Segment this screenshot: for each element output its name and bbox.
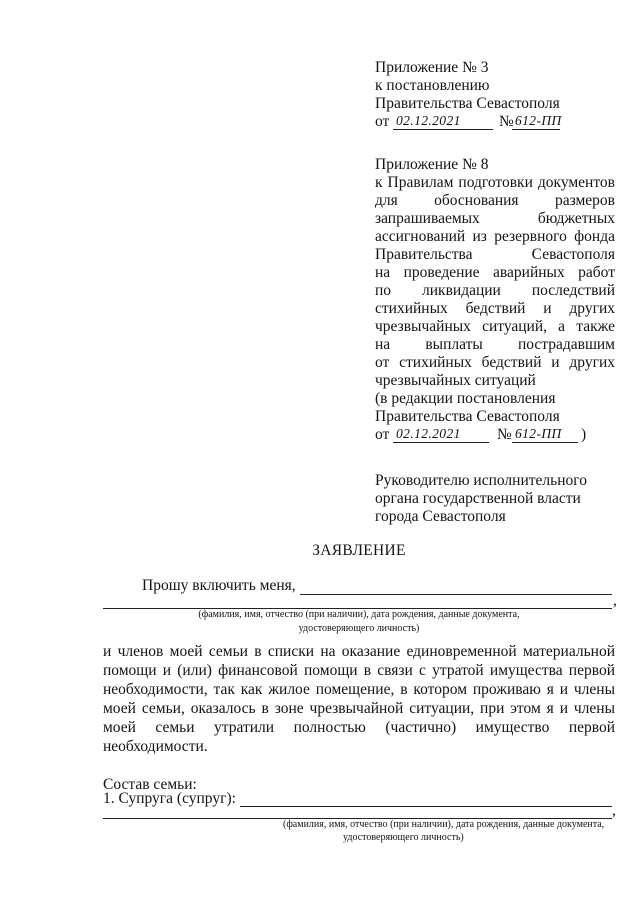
edition-date-field xyxy=(393,426,489,443)
applicant-name-blank xyxy=(300,578,612,595)
request-label: Прошу включить меня, xyxy=(142,577,296,594)
appendix-8-title: Приложение № 8 xyxy=(375,156,489,173)
edition-note-line: (в редакции постановления xyxy=(375,390,556,407)
addressee-line: города Севастополя xyxy=(375,508,506,525)
appendix-8-line: на проведение аварийных работ xyxy=(375,264,615,281)
closing-parenthesis: ) xyxy=(581,426,587,443)
appendix-8-line: чрезвычайных ситуаций, а также xyxy=(375,318,615,335)
date-prefix: от xyxy=(375,113,390,130)
applicant-line-comma: , xyxy=(613,592,617,609)
paragraph-line: и членов моей семьи в списки на оказание единовременной материальной xyxy=(103,643,615,660)
appendix-3-issuer: Правительства Севастополя xyxy=(375,95,560,112)
applicant-caption: удостоверяющего личность) xyxy=(298,623,420,634)
applicant-details-blank xyxy=(103,598,612,609)
spouse-line-comma: , xyxy=(612,802,616,819)
appendix-3-date-line xyxy=(375,113,615,131)
appendix-8-block xyxy=(375,156,615,444)
paragraph-line: необходимости. xyxy=(103,738,208,755)
resolution-number-field xyxy=(512,113,560,130)
appendix-3-block xyxy=(375,59,615,131)
number-sign: № xyxy=(499,113,514,130)
appendix-3-reference: к постановлению xyxy=(375,77,490,94)
paragraph-line: моей семьи утратили полностью (частично) имущество первой xyxy=(103,719,615,736)
appendix-8-line: чрезвычайных ситуаций xyxy=(375,372,536,389)
paragraph-line: моей семьи, оказалось в зоне чрезвычайной ситуации, при этом я и члены xyxy=(103,700,615,717)
spouse-label: 1. Супруга (супруг): xyxy=(103,790,236,807)
edition-number-handwritten: 612-ПП xyxy=(515,426,562,441)
applicant-caption: (фамилия, имя, отчество (при наличии), дата рождения, данные документа, xyxy=(198,609,520,620)
edition-number-field xyxy=(512,426,578,443)
statement-paragraph xyxy=(103,642,615,756)
edition-date-handwritten: 02.12.2021 xyxy=(396,426,461,441)
number-sign: № xyxy=(497,426,512,443)
appendix-8-line: на выплаты пострадавшим xyxy=(375,336,615,353)
appendix-8-line: для обоснования размеров xyxy=(375,192,615,209)
addressee-line: органа государственной власти xyxy=(375,490,581,507)
appendix-8-date-line xyxy=(375,426,615,444)
appendix-8-line: по ликвидации последствий xyxy=(375,282,615,299)
appendix-8-line: стихийных бедствий и других xyxy=(375,300,615,317)
paragraph-line: помощи и (или) финансовой помощи в связи с утратой имущества первой xyxy=(103,662,615,679)
appendix-8-line: Правительства Севастополя xyxy=(375,246,615,263)
paragraph-line: необходимости, так как жилое помещение, в котором проживаю я и члены xyxy=(103,681,615,698)
appendix-3-title: Приложение № 3 xyxy=(375,59,489,76)
appendix-8-line: ассигнований из резервного фонда xyxy=(375,228,615,245)
addressee-block xyxy=(375,472,615,526)
addressee-line: Руководителю исполнительного xyxy=(375,472,587,489)
date-prefix: от xyxy=(375,426,390,443)
spouse-caption: (фамилия, имя, отчество (при наличии), дата рождения, данные документа, xyxy=(283,819,605,830)
edition-note-line: Правительства Севастополя xyxy=(375,408,560,425)
spouse-details-blank xyxy=(103,809,612,819)
appendix-8-line: запрашиваемых бюджетных xyxy=(375,210,615,227)
resolution-date-field xyxy=(393,113,493,130)
resolution-date-handwritten: 02.12.2021 xyxy=(396,113,461,128)
family-heading: Состав семьи: xyxy=(103,776,197,793)
spouse-caption: удостоверяющего личность) xyxy=(343,832,464,843)
appendix-8-line: к Правилам подготовки документов xyxy=(375,174,615,191)
appendix-8-line: от стихийных бедствий и других xyxy=(375,354,615,371)
spouse-name-blank xyxy=(240,791,612,807)
resolution-number-handwritten: 612-ПП xyxy=(515,113,562,128)
document-title: ЗАЯВЛЕНИЕ xyxy=(312,542,406,559)
